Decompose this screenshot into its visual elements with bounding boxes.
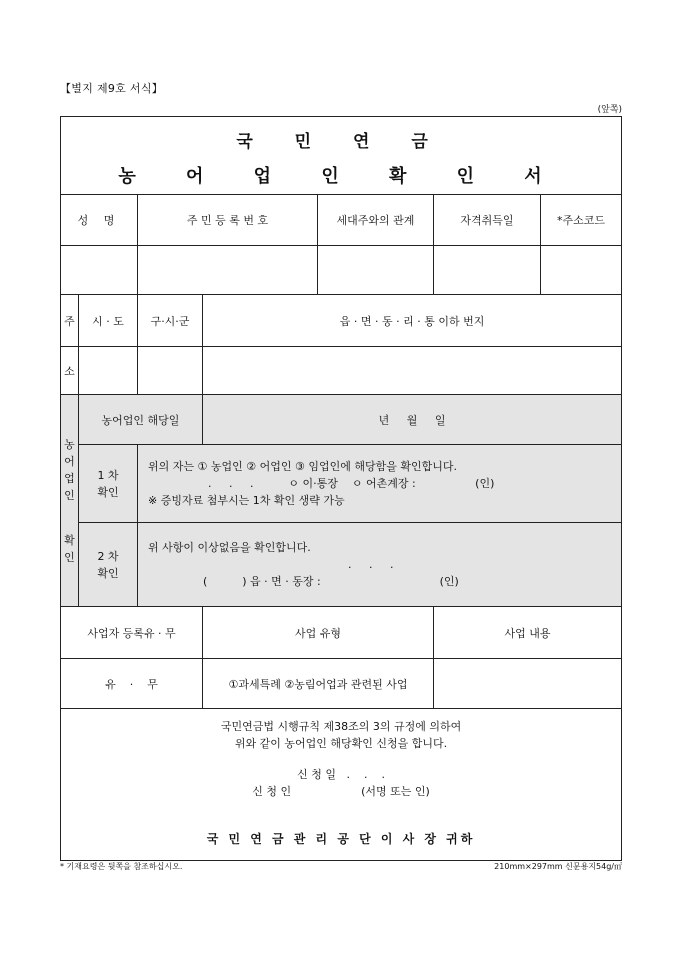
relation-field[interactable] <box>318 246 434 295</box>
page-side-label: (앞쪽) <box>597 105 622 115</box>
addr-code-field[interactable] <box>541 246 622 295</box>
second-confirm-label: 2 차 확인 <box>79 523 138 607</box>
form-number-label: 【별지 제9호 서식】 <box>60 82 164 95</box>
business-header-row <box>61 607 622 659</box>
declaration-line2: 위와 같이 농어업인 해당확인 신청을 합니다. <box>234 737 448 750</box>
side-char: 확 <box>64 533 75 547</box>
second-confirm-text1: 위 사항이 이상없음을 확인합니다. <box>148 541 311 554</box>
address-detail-header: 읍 · 면 · 동 · 리 · 통 이하 번지 <box>203 295 622 347</box>
side-char: 업 <box>64 471 75 485</box>
title-line1: 국 민 연 금 <box>236 132 446 152</box>
footer-note: * 기재요령은 뒷쪽을 참조하십시오. <box>60 862 183 871</box>
first-confirm-text1: 위의 자는 ① 농업인 ② 어업인 ③ 임업인에 해당함을 확인합니다. <box>148 460 457 473</box>
first-confirm-row <box>61 445 622 523</box>
sigungu-header: 구·시·군 <box>138 295 203 347</box>
first-confirm-label: 1 차 확인 <box>79 445 138 523</box>
applicant[interactable]: 신 청 인 (서명 또는 인) <box>252 785 430 798</box>
side-char: 인 <box>64 550 75 564</box>
personal-header-row <box>61 195 622 246</box>
first-confirm-content <box>138 445 622 523</box>
personal-input-row <box>61 246 622 295</box>
sido-header: 시 · 도 <box>79 295 138 347</box>
sido-field[interactable] <box>79 347 138 395</box>
name-header: 성 명 <box>61 195 138 246</box>
qual-date-field[interactable] <box>434 246 541 295</box>
farmer-date-value[interactable]: 년 월 일 <box>203 395 622 445</box>
title-row <box>61 117 622 195</box>
farmer-date-row <box>61 395 622 445</box>
second-confirm-content <box>138 523 622 607</box>
second-confirm-text2: . . . <box>348 558 394 571</box>
name-field[interactable] <box>61 246 138 295</box>
address-detail-field[interactable] <box>203 347 622 395</box>
address-input-row <box>61 347 622 395</box>
qual-date-header: 자격취득일 <box>434 195 541 246</box>
farmer-side-label <box>61 395 79 607</box>
side-char: 농 <box>64 437 75 451</box>
second-confirm-text3: ( ) 읍 · 면 · 동장 : (인) <box>203 575 459 588</box>
address-label-ju: 주 <box>61 295 79 347</box>
business-content-field[interactable] <box>434 659 622 709</box>
issuer: 국 민 연 금 관 리 공 단 이 사 장 귀하 <box>206 832 476 846</box>
paper-spec: 210mm×297mm 신문용지54g/㎡ <box>494 862 622 871</box>
addr-code-header: *주소코드 <box>541 195 622 246</box>
side-char: 어 <box>64 454 75 468</box>
title-cell <box>61 117 622 195</box>
side-char: 인 <box>64 488 75 502</box>
declaration-row <box>61 709 622 861</box>
farmer-date-label: 농어업인 해당일 <box>79 395 203 445</box>
sigungu-field[interactable] <box>138 347 203 395</box>
business-type-value[interactable]: ①과세특례 ②농림어업과 관련된 사업 <box>203 659 434 709</box>
business-content-header: 사업 내용 <box>434 607 622 659</box>
business-type-header: 사업 유형 <box>203 607 434 659</box>
declaration-cell <box>61 709 622 861</box>
business-reg-header: 사업자 등록유 · 무 <box>61 607 203 659</box>
title-line2: 농 어 업 인 확 인 서 <box>118 166 564 187</box>
business-yn[interactable]: 유 · 무 <box>61 659 203 709</box>
first-confirm-text2: . . . ㅇ 이·통장 ㅇ 어촌계장 : (인) <box>208 477 495 490</box>
address-label-so: 소 <box>61 347 79 395</box>
relation-header: 세대주와의 관계 <box>318 195 434 246</box>
first-confirm-text3: ※ 증빙자료 첨부시는 1차 확인 생략 가능 <box>148 494 345 507</box>
form-table <box>60 116 622 861</box>
business-input-row <box>61 659 622 709</box>
rrn-header: 주 민 등 록 번 호 <box>138 195 318 246</box>
second-confirm-row <box>61 523 622 607</box>
address-header-row <box>61 295 622 347</box>
apply-date[interactable]: 신 청 일 . . . <box>297 768 385 781</box>
rrn-field[interactable] <box>138 246 318 295</box>
declaration-line1: 국민연금법 시행규칙 제38조의 3의 규정에 의하여 <box>220 720 462 733</box>
